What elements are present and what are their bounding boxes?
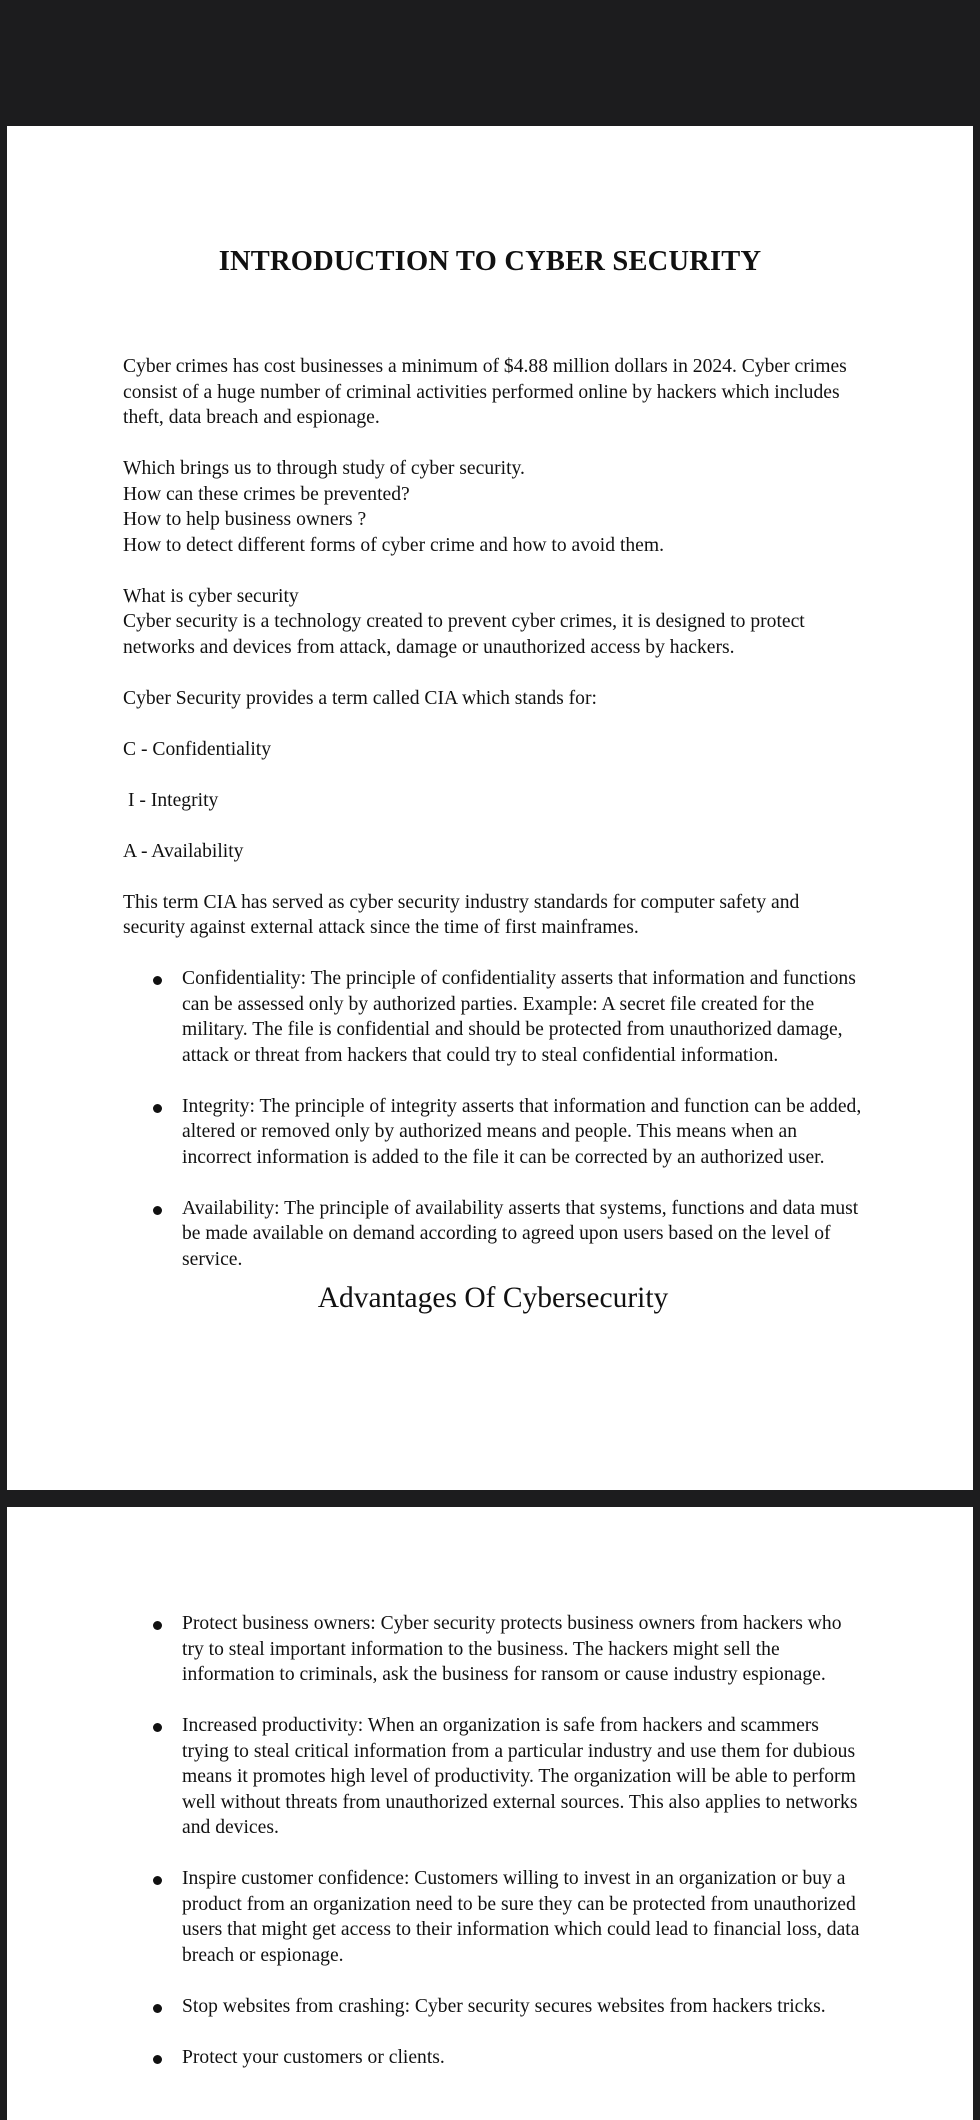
list-item-text: Inspire customer confidence: Customers willing to invest in an organization or buy a product from an organization need to be sure they can be protected from unauthorized users that might get access to their information which could lead to financial loss, data breach or espionage. <box>182 1868 860 1966</box>
bullet-icon <box>153 1104 162 1113</box>
cia-bullet-list <box>123 966 863 1272</box>
list-item-text: Availability: The principle of availability asserts that systems, functions and data must be made available on demand according to agreed upon users based on the level of service. <box>182 1197 859 1270</box>
study-line: How can these crimes be prevented? <box>123 483 410 505</box>
list-item <box>123 1094 863 1171</box>
study-line: Which brings us to through study of cyber security. <box>123 458 525 479</box>
bullet-icon <box>153 976 162 985</box>
list-item <box>123 1196 863 1273</box>
advantages-heading: Advantages Of Cybersecurity <box>317 1282 669 1314</box>
study-questions <box>123 456 863 558</box>
bullet-icon <box>153 1621 162 1630</box>
list-item <box>123 1994 863 2020</box>
list-item <box>123 1713 863 1841</box>
list-item <box>123 966 863 1068</box>
page-2-body <box>123 1611 863 2096</box>
what-is-section <box>123 584 863 661</box>
page-1-body <box>123 354 863 1316</box>
cia-intro: Cyber Security provides a term called CIA which stands for: <box>123 687 597 709</box>
intro-paragraph: Cyber crimes has cost businesses a minimum of $4.88 million dollars in 2024. Cyber crimes consist of a huge number of criminal activities performed online by hackers which includes theft, data breach and espionage. <box>123 356 847 428</box>
list-item-text: Increased productivity: When an organization is safe from hackers and scammers trying to steal critical information from a particular industry and use them for dubious means it promotes high level of productivity. The organization will be able to perform well without threats from unauthorized external sources. This also applies to networks and devices. <box>182 1715 858 1838</box>
document-title: INTRODUCTION TO CYBER SECURITY <box>218 246 762 277</box>
list-item <box>123 2045 863 2071</box>
bullet-icon <box>153 2055 162 2064</box>
bullet-icon <box>153 1723 162 1732</box>
study-line: How to help business owners ? <box>123 509 367 530</box>
study-line: How to detect different forms of cyber crime and how to avoid them. <box>123 534 665 556</box>
bullet-icon <box>153 2004 162 2013</box>
cia-term-c: C - Confidentiality <box>123 738 272 760</box>
bullet-icon <box>153 1206 162 1215</box>
list-item-text: Integrity: The principle of integrity asserts that information and function can be added, altered or removed only by authorized means and people. This means when an incorrect information is added to the file it can be corrected by an authorized user. <box>182 1095 862 1168</box>
list-item <box>123 1611 863 1688</box>
advantages-bullet-list <box>123 1611 863 2070</box>
what-is-heading: What is cyber security <box>123 585 299 607</box>
list-item-text: Protect your customers or clients. <box>182 2046 445 2068</box>
list-item-text: Protect business owners: Cyber security protects business owners from hackers who try to steal important information to the business. The hackers might sell the information to criminals, ask the business for ransom or cause industry espionage. <box>182 1613 842 1685</box>
cia-term-i: I - Integrity <box>128 789 219 811</box>
list-item-text: Confidentiality: The principle of confidentiality asserts that information and functions can be assessed only by authorized parties. Example: A secret file created for the military. The file is confidential and should be protected from unauthorized damage, attack or threat from hackers that could try to steal confidential information. <box>182 968 856 1066</box>
document-page-2 <box>7 1507 973 2120</box>
cia-standard-paragraph: This term CIA has served as cyber security industry standards for computer safety and security against external attack since the time of first mainframes. <box>123 891 800 938</box>
what-is-paragraph: Cyber security is a technology created to prevent cyber crimes, it is designed to protect networks and devices from attack, damage or unauthorized access by hackers. <box>123 611 805 658</box>
document-page-1 <box>7 126 973 1490</box>
list-item-text: Stop websites from crashing: Cyber security secures websites from hackers tricks. <box>182 1995 826 2017</box>
cia-term-a: A - Availability <box>123 840 244 862</box>
list-item <box>123 1866 863 1968</box>
bullet-icon <box>153 1876 162 1885</box>
